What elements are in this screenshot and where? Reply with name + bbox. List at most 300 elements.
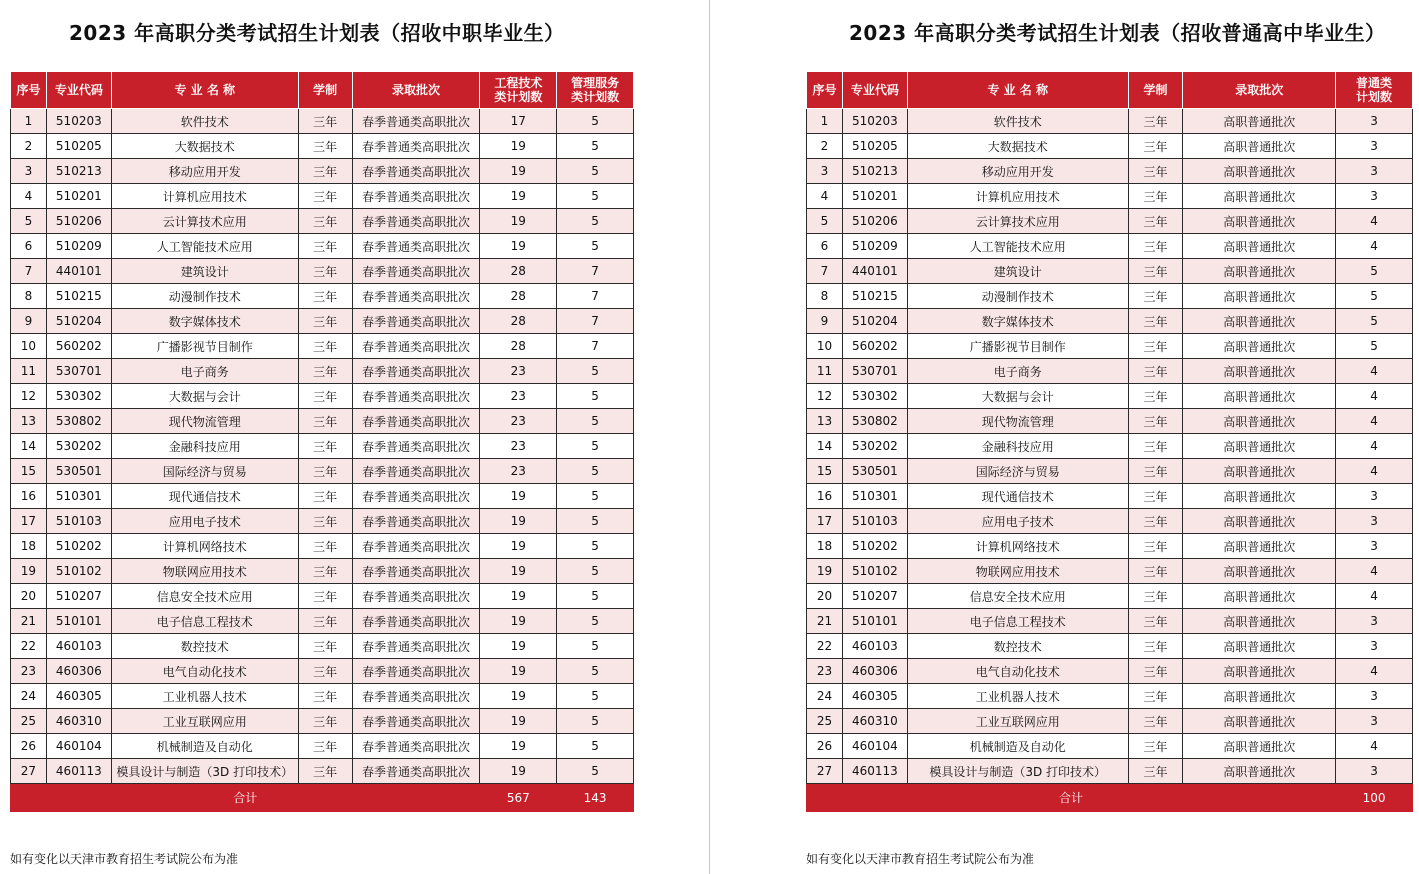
table-row <box>11 584 634 609</box>
cell-general-quota: 4 <box>1336 584 1413 609</box>
cell-index: 11 <box>807 359 843 384</box>
cell-batch: 春季普通类高职批次 <box>352 634 480 659</box>
table-row <box>11 534 634 559</box>
cell-general-quota: 3 <box>1336 759 1413 784</box>
table-row <box>11 634 634 659</box>
table-row <box>11 484 634 509</box>
cell-batch: 高职普通批次 <box>1183 634 1336 659</box>
table-row <box>807 434 1413 459</box>
cell-major: 电气自动化技术 <box>111 659 298 684</box>
cell-batch: 春季普通类高职批次 <box>352 484 480 509</box>
cell-batch: 高职普通批次 <box>1183 284 1336 309</box>
cell-code: 460103 <box>46 634 111 659</box>
cell-major: 现代物流管理 <box>111 409 298 434</box>
cell-code: 510215 <box>842 284 907 309</box>
table-row <box>807 534 1413 559</box>
cell-major: 大数据技术 <box>111 134 298 159</box>
cell-major: 模具设计与制造（3D 打印技术） <box>907 759 1128 784</box>
cell-engineering-quota: 19 <box>480 209 557 234</box>
cell-general-quota: 3 <box>1336 134 1413 159</box>
cell-major: 数字媒体技术 <box>111 309 298 334</box>
cell-batch: 高职普通批次 <box>1183 334 1336 359</box>
cell-major: 数控技术 <box>907 634 1128 659</box>
cell-batch: 高职普通批次 <box>1183 359 1336 384</box>
cell-major: 物联网应用技术 <box>907 559 1128 584</box>
cell-major: 人工智能技术应用 <box>111 234 298 259</box>
cell-duration: 三年 <box>298 534 352 559</box>
table-row <box>807 159 1413 184</box>
cell-duration: 三年 <box>1128 234 1183 259</box>
cell-engineering-quota: 19 <box>480 484 557 509</box>
cell-batch: 春季普通类高职批次 <box>352 234 480 259</box>
table-row <box>11 734 634 759</box>
cell-code: 530701 <box>842 359 907 384</box>
cell-general-quota: 5 <box>1336 259 1413 284</box>
cell-engineering-quota: 19 <box>480 734 557 759</box>
cell-management-quota: 5 <box>557 184 634 209</box>
cell-code: 510206 <box>46 209 111 234</box>
cell-batch: 高职普通批次 <box>1183 159 1336 184</box>
cell-engineering-quota: 19 <box>480 234 557 259</box>
table-row <box>11 134 634 159</box>
cell-batch: 春季普通类高职批次 <box>352 609 480 634</box>
table-row <box>807 709 1413 734</box>
cell-duration: 三年 <box>298 259 352 284</box>
table-row <box>11 359 634 384</box>
cell-engineering-quota: 23 <box>480 459 557 484</box>
cell-major: 广播影视节目制作 <box>907 334 1128 359</box>
cell-code: 510103 <box>46 509 111 534</box>
table-row <box>807 384 1413 409</box>
cell-index: 22 <box>11 634 47 659</box>
cell-major: 信息安全技术应用 <box>111 584 298 609</box>
cell-batch: 高职普通批次 <box>1183 734 1336 759</box>
cell-engineering-quota: 19 <box>480 634 557 659</box>
cell-code: 510203 <box>842 109 907 134</box>
cell-code: 530802 <box>46 409 111 434</box>
table-row <box>807 234 1413 259</box>
cell-index: 6 <box>807 234 843 259</box>
cell-code: 460310 <box>842 709 907 734</box>
cell-major: 大数据技术 <box>907 134 1128 159</box>
cell-index: 17 <box>807 509 843 534</box>
cell-batch: 春季普通类高职批次 <box>352 309 480 334</box>
cell-index: 13 <box>807 409 843 434</box>
cell-management-quota: 5 <box>557 384 634 409</box>
cell-major: 计算机应用技术 <box>111 184 298 209</box>
cell-management-quota: 5 <box>557 359 634 384</box>
cell-code: 510101 <box>46 609 111 634</box>
cell-code: 510102 <box>842 559 907 584</box>
cell-major: 计算机网络技术 <box>907 534 1128 559</box>
cell-index: 15 <box>11 459 47 484</box>
cell-code: 510201 <box>842 184 907 209</box>
cell-management-quota: 7 <box>557 309 634 334</box>
cell-major: 机械制造及自动化 <box>111 734 298 759</box>
cell-duration: 三年 <box>298 434 352 459</box>
cell-management-quota: 5 <box>557 534 634 559</box>
cell-index: 10 <box>807 334 843 359</box>
total-engineering: 567 <box>480 784 557 812</box>
cell-general-quota: 4 <box>1336 409 1413 434</box>
cell-engineering-quota: 23 <box>480 434 557 459</box>
cell-batch: 春季普通类高职批次 <box>352 159 480 184</box>
cell-index: 11 <box>11 359 47 384</box>
cell-major: 大数据与会计 <box>111 384 298 409</box>
col-header-major: 专 业 名 称 <box>111 72 298 109</box>
cell-batch: 春季普通类高职批次 <box>352 109 480 134</box>
cell-major: 电子商务 <box>111 359 298 384</box>
cell-index: 7 <box>807 259 843 284</box>
table-row <box>11 309 634 334</box>
cell-duration: 三年 <box>298 334 352 359</box>
cell-batch: 春季普通类高职批次 <box>352 134 480 159</box>
cell-general-quota: 3 <box>1336 709 1413 734</box>
cell-duration: 三年 <box>1128 309 1183 334</box>
cell-duration: 三年 <box>298 509 352 534</box>
cell-engineering-quota: 19 <box>480 659 557 684</box>
cell-batch: 高职普通批次 <box>1183 684 1336 709</box>
table-row <box>11 284 634 309</box>
cell-management-quota: 5 <box>557 209 634 234</box>
cell-index: 9 <box>11 309 47 334</box>
cell-batch: 高职普通批次 <box>1183 134 1336 159</box>
table-row <box>11 559 634 584</box>
table-row <box>807 734 1413 759</box>
cell-management-quota: 5 <box>557 609 634 634</box>
cell-duration: 三年 <box>298 309 352 334</box>
cell-code: 530501 <box>842 459 907 484</box>
cell-general-quota: 4 <box>1336 234 1413 259</box>
cell-management-quota: 5 <box>557 709 634 734</box>
cell-batch: 春季普通类高职批次 <box>352 359 480 384</box>
table-row <box>11 384 634 409</box>
cell-code: 510204 <box>46 309 111 334</box>
cell-engineering-quota: 19 <box>480 159 557 184</box>
cell-batch: 春季普通类高职批次 <box>352 734 480 759</box>
cell-engineering-quota: 19 <box>480 184 557 209</box>
cell-batch: 春季普通类高职批次 <box>352 459 480 484</box>
cell-batch: 高职普通批次 <box>1183 459 1336 484</box>
cell-batch: 高职普通批次 <box>1183 259 1336 284</box>
cell-index: 19 <box>11 559 47 584</box>
left-total-row <box>11 784 634 812</box>
cell-index: 7 <box>11 259 47 284</box>
cell-duration: 三年 <box>1128 484 1183 509</box>
table-row <box>807 759 1413 784</box>
cell-duration: 三年 <box>1128 534 1183 559</box>
table-row <box>11 334 634 359</box>
cell-major: 工业机器人技术 <box>907 684 1128 709</box>
cell-duration: 三年 <box>298 559 352 584</box>
right-total-row <box>807 784 1413 812</box>
cell-batch: 高职普通批次 <box>1183 659 1336 684</box>
cell-code: 440101 <box>842 259 907 284</box>
cell-batch: 高职普通批次 <box>1183 509 1336 534</box>
table-row <box>11 509 634 534</box>
cell-batch: 高职普通批次 <box>1183 409 1336 434</box>
cell-batch: 高职普通批次 <box>1183 234 1336 259</box>
cell-general-quota: 3 <box>1336 534 1413 559</box>
cell-index: 18 <box>11 534 47 559</box>
table-row <box>807 309 1413 334</box>
cell-major: 信息安全技术应用 <box>907 584 1128 609</box>
cell-index: 12 <box>807 384 843 409</box>
cell-general-quota: 5 <box>1336 309 1413 334</box>
cell-duration: 三年 <box>1128 509 1183 534</box>
col-header-batch: 录取批次 <box>352 72 480 109</box>
cell-batch: 春季普通类高职批次 <box>352 409 480 434</box>
cell-major: 现代物流管理 <box>907 409 1128 434</box>
cell-duration: 三年 <box>298 609 352 634</box>
col-header-engineering-quota: 工程技术类计划数 <box>480 72 557 109</box>
cell-index: 1 <box>807 109 843 134</box>
cell-general-quota: 4 <box>1336 459 1413 484</box>
cell-duration: 三年 <box>1128 184 1183 209</box>
cell-major: 数控技术 <box>111 634 298 659</box>
cell-duration: 三年 <box>298 359 352 384</box>
cell-code: 560202 <box>46 334 111 359</box>
cell-engineering-quota: 19 <box>480 509 557 534</box>
cell-code: 460306 <box>46 659 111 684</box>
table-row <box>11 209 634 234</box>
cell-major: 国际经济与贸易 <box>111 459 298 484</box>
cell-code: 460104 <box>842 734 907 759</box>
table-row <box>807 684 1413 709</box>
table-row <box>11 159 634 184</box>
cell-management-quota: 5 <box>557 109 634 134</box>
cell-code: 460305 <box>46 684 111 709</box>
cell-duration: 三年 <box>1128 659 1183 684</box>
cell-batch: 高职普通批次 <box>1183 534 1336 559</box>
left-plan-table <box>10 71 634 812</box>
cell-code: 510202 <box>842 534 907 559</box>
cell-index: 23 <box>11 659 47 684</box>
cell-management-quota: 5 <box>557 659 634 684</box>
cell-batch: 高职普通批次 <box>1183 484 1336 509</box>
cell-index: 1 <box>11 109 47 134</box>
cell-engineering-quota: 19 <box>480 684 557 709</box>
cell-code: 460103 <box>842 634 907 659</box>
cell-general-quota: 3 <box>1336 634 1413 659</box>
cell-code: 510102 <box>46 559 111 584</box>
cell-duration: 三年 <box>1128 459 1183 484</box>
cell-index: 24 <box>807 684 843 709</box>
cell-duration: 三年 <box>298 109 352 134</box>
cell-code: 460113 <box>46 759 111 784</box>
cell-major: 物联网应用技术 <box>111 559 298 584</box>
cell-duration: 三年 <box>298 134 352 159</box>
cell-general-quota: 4 <box>1336 359 1413 384</box>
cell-code: 460104 <box>46 734 111 759</box>
cell-code: 510205 <box>842 134 907 159</box>
col-header-batch: 录取批次 <box>1183 72 1336 109</box>
cell-general-quota: 3 <box>1336 684 1413 709</box>
cell-code: 460113 <box>842 759 907 784</box>
cell-duration: 三年 <box>1128 559 1183 584</box>
cell-index: 5 <box>11 209 47 234</box>
cell-management-quota: 5 <box>557 409 634 434</box>
cell-index: 8 <box>11 284 47 309</box>
cell-major: 移动应用开发 <box>907 159 1128 184</box>
cell-duration: 三年 <box>1128 359 1183 384</box>
footnote: 如有变化以天津市教育招生考试院公布为准 <box>10 852 239 866</box>
cell-duration: 三年 <box>298 709 352 734</box>
cell-duration: 三年 <box>298 184 352 209</box>
table-row <box>807 259 1413 284</box>
cell-index: 3 <box>807 159 843 184</box>
cell-duration: 三年 <box>298 234 352 259</box>
table-row <box>11 109 634 134</box>
left-header-row <box>11 72 634 109</box>
cell-management-quota: 7 <box>557 334 634 359</box>
cell-code: 510206 <box>842 209 907 234</box>
cell-index: 27 <box>807 759 843 784</box>
cell-index: 9 <box>807 309 843 334</box>
cell-index: 20 <box>807 584 843 609</box>
cell-engineering-quota: 28 <box>480 259 557 284</box>
cell-management-quota: 7 <box>557 259 634 284</box>
table-row <box>807 359 1413 384</box>
cell-index: 22 <box>807 634 843 659</box>
table-row <box>11 759 634 784</box>
table-row <box>807 509 1413 534</box>
table-row <box>11 434 634 459</box>
col-header-management-quota: 管理服务类计划数 <box>557 72 634 109</box>
table-row <box>807 134 1413 159</box>
cell-major: 应用电子技术 <box>111 509 298 534</box>
cell-code: 510201 <box>46 184 111 209</box>
table-row <box>807 284 1413 309</box>
cell-general-quota: 4 <box>1336 734 1413 759</box>
cell-batch: 高职普通批次 <box>1183 309 1336 334</box>
cell-duration: 三年 <box>1128 384 1183 409</box>
cell-index: 4 <box>11 184 47 209</box>
cell-code: 530302 <box>46 384 111 409</box>
cell-major: 数字媒体技术 <box>907 309 1128 334</box>
cell-index: 26 <box>807 734 843 759</box>
cell-engineering-quota: 19 <box>480 759 557 784</box>
cell-index: 20 <box>11 584 47 609</box>
cell-engineering-quota: 19 <box>480 584 557 609</box>
cell-code: 530701 <box>46 359 111 384</box>
cell-code: 510205 <box>46 134 111 159</box>
cell-batch: 高职普通批次 <box>1183 384 1336 409</box>
cell-engineering-quota: 28 <box>480 334 557 359</box>
cell-batch: 高职普通批次 <box>1183 434 1336 459</box>
table-row <box>807 109 1413 134</box>
right-header-row <box>807 72 1413 109</box>
total-label: 合计 <box>807 784 1336 812</box>
cell-major: 软件技术 <box>907 109 1128 134</box>
cell-batch: 高职普通批次 <box>1183 109 1336 134</box>
cell-major: 建筑设计 <box>111 259 298 284</box>
col-header-code: 专业代码 <box>842 72 907 109</box>
cell-batch: 春季普通类高职批次 <box>352 384 480 409</box>
right-table-title: 2023 年高职分类考试招生计划表（招收普通高中毕业生） <box>849 21 1386 45</box>
cell-duration: 三年 <box>1128 284 1183 309</box>
cell-major: 电气自动化技术 <box>907 659 1128 684</box>
cell-management-quota: 5 <box>557 159 634 184</box>
cell-duration: 三年 <box>298 284 352 309</box>
cell-major: 金融科技应用 <box>111 434 298 459</box>
cell-engineering-quota: 19 <box>480 609 557 634</box>
table-row <box>807 409 1413 434</box>
cell-major: 动漫制作技术 <box>907 284 1128 309</box>
cell-batch: 春季普通类高职批次 <box>352 434 480 459</box>
cell-batch: 春季普通类高职批次 <box>352 184 480 209</box>
table-row <box>807 559 1413 584</box>
table-row <box>11 609 634 634</box>
cell-batch: 高职普通批次 <box>1183 584 1336 609</box>
cell-code: 530202 <box>46 434 111 459</box>
table-row <box>11 409 634 434</box>
cell-index: 12 <box>11 384 47 409</box>
cell-major: 大数据与会计 <box>907 384 1128 409</box>
cell-batch: 春季普通类高职批次 <box>352 509 480 534</box>
table-row <box>807 459 1413 484</box>
cell-duration: 三年 <box>298 384 352 409</box>
col-header-index: 序号 <box>11 72 47 109</box>
table-row <box>11 259 634 284</box>
cell-major: 计算机网络技术 <box>111 534 298 559</box>
cell-batch: 春季普通类高职批次 <box>352 559 480 584</box>
cell-index: 23 <box>807 659 843 684</box>
cell-code: 530202 <box>842 434 907 459</box>
cell-major: 应用电子技术 <box>907 509 1128 534</box>
cell-code: 510204 <box>842 309 907 334</box>
cell-management-quota: 5 <box>557 584 634 609</box>
table-row <box>807 609 1413 634</box>
cell-major: 云计算技术应用 <box>111 209 298 234</box>
cell-general-quota: 3 <box>1336 109 1413 134</box>
cell-index: 14 <box>807 434 843 459</box>
cell-major: 电子商务 <box>907 359 1128 384</box>
cell-general-quota: 3 <box>1336 509 1413 534</box>
cell-index: 14 <box>11 434 47 459</box>
table-row <box>11 234 634 259</box>
cell-major: 模具设计与制造（3D 打印技术） <box>111 759 298 784</box>
cell-management-quota: 5 <box>557 509 634 534</box>
cell-code: 510213 <box>46 159 111 184</box>
total-management: 143 <box>557 784 634 812</box>
cell-index: 18 <box>807 534 843 559</box>
cell-duration: 三年 <box>1128 259 1183 284</box>
left-table-title: 2023 年高职分类考试招生计划表（招收中职毕业生） <box>69 21 565 45</box>
cell-duration: 三年 <box>1128 109 1183 134</box>
table-row <box>807 659 1413 684</box>
cell-duration: 三年 <box>298 659 352 684</box>
cell-management-quota: 5 <box>557 684 634 709</box>
cell-index: 10 <box>11 334 47 359</box>
cell-duration: 三年 <box>1128 609 1183 634</box>
cell-batch: 春季普通类高职批次 <box>352 709 480 734</box>
cell-major: 动漫制作技术 <box>111 284 298 309</box>
table-row <box>807 634 1413 659</box>
cell-code: 510103 <box>842 509 907 534</box>
cell-major: 工业互联网应用 <box>907 709 1128 734</box>
cell-batch: 春季普通类高职批次 <box>352 759 480 784</box>
cell-code: 460305 <box>842 684 907 709</box>
cell-index: 4 <box>807 184 843 209</box>
cell-duration: 三年 <box>1128 334 1183 359</box>
cell-index: 15 <box>807 459 843 484</box>
cell-major: 软件技术 <box>111 109 298 134</box>
cell-code: 530501 <box>46 459 111 484</box>
cell-index: 27 <box>11 759 47 784</box>
cell-management-quota: 5 <box>557 134 634 159</box>
cell-code: 510215 <box>46 284 111 309</box>
